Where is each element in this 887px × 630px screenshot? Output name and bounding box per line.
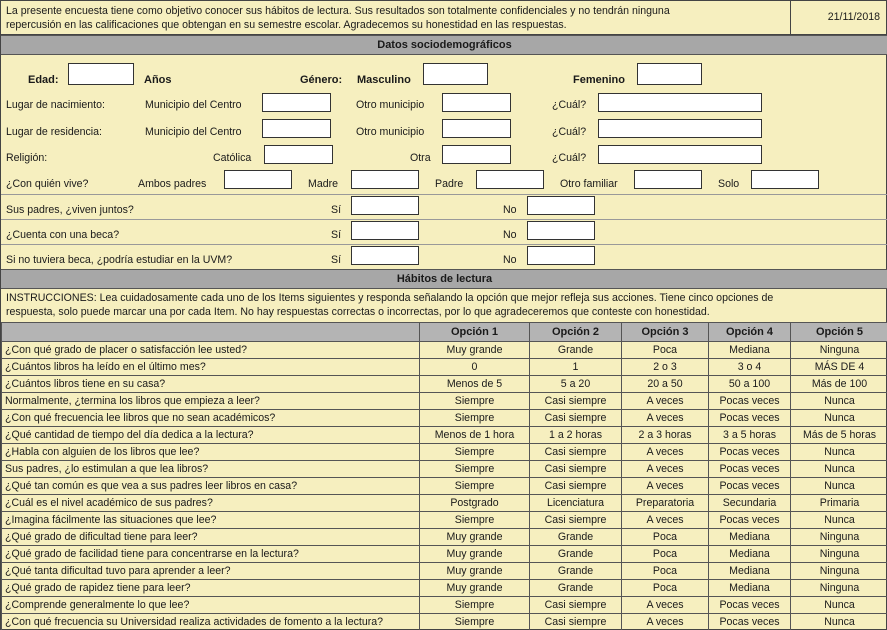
option-4-cell[interactable]: Mediana xyxy=(709,546,791,563)
religion-cual-label: ¿Cuál? xyxy=(552,152,587,164)
divider xyxy=(1,219,887,220)
sociodemo-section-title: Datos sociodemográficos xyxy=(1,35,887,55)
table-row xyxy=(2,444,887,461)
no-scholarship-si-checkbox[interactable] xyxy=(351,246,419,265)
table-row xyxy=(2,478,887,495)
header-question-column xyxy=(2,323,420,342)
option-5-cell[interactable]: Nunca xyxy=(791,444,887,461)
option-5-cell[interactable]: MÁS DE 4 xyxy=(791,359,887,376)
option-1-cell[interactable]: Siempre xyxy=(420,393,530,410)
option-1-cell[interactable]: Siempre xyxy=(420,478,530,495)
female-checkbox[interactable] xyxy=(637,63,702,85)
option-4-cell[interactable]: 50 a 100 xyxy=(709,376,791,393)
option-1-cell[interactable]: Muy grande xyxy=(420,546,530,563)
option-2-cell[interactable]: Casi siempre xyxy=(530,393,622,410)
table-row xyxy=(2,376,887,393)
option-2-cell[interactable]: Grande xyxy=(530,563,622,580)
instructions xyxy=(1,289,887,322)
option-1-cell[interactable]: Siempre xyxy=(420,444,530,461)
option-1-cell[interactable]: Menos de 5 xyxy=(420,376,530,393)
option-4-cell[interactable]: Mediana xyxy=(709,563,791,580)
table-row xyxy=(2,614,887,630)
age-label: Edad: xyxy=(28,74,59,86)
option-3-cell[interactable]: Poca xyxy=(622,529,709,546)
question-cell: ¿Con qué frecuencia su Universidad realiza actividades de fomento a la lectura? xyxy=(2,614,420,630)
table-row xyxy=(2,342,887,359)
otro-familiar-checkbox[interactable] xyxy=(634,170,702,189)
option-2-cell[interactable]: 1 xyxy=(530,359,622,376)
option-3-cell[interactable]: Poca xyxy=(622,342,709,359)
padre-label: Padre xyxy=(435,178,464,190)
birthplace-otro-checkbox[interactable] xyxy=(442,93,511,112)
solo-checkbox[interactable] xyxy=(751,170,819,189)
option-5-cell[interactable]: Ninguna xyxy=(791,546,887,563)
option-3-cell[interactable]: A veces xyxy=(622,410,709,427)
option-2-cell[interactable]: 1 a 2 horas xyxy=(530,427,622,444)
option-1-cell[interactable]: Muy grande xyxy=(420,342,530,359)
option-4-cell[interactable]: Mediana xyxy=(709,580,791,597)
option-2-cell[interactable]: Licenciatura xyxy=(530,495,622,512)
table-row xyxy=(2,580,887,597)
option-4-cell[interactable]: Mediana xyxy=(709,529,791,546)
parents-together-no-label: No xyxy=(503,204,517,216)
option-5-cell[interactable]: Nunca xyxy=(791,393,887,410)
header-option-2: Opción 2 xyxy=(530,323,622,342)
intro-line-2: repercusión en las calificaciones que obtengan en su semestre escolar. Agradecemos su honestidad en las respuestas. xyxy=(6,19,567,31)
option-5-cell[interactable]: Ninguna xyxy=(791,580,887,597)
option-2-cell[interactable]: Casi siempre xyxy=(530,478,622,495)
option-5-cell[interactable]: Nunca xyxy=(791,614,887,630)
option-2-cell[interactable]: Casi siempre xyxy=(530,597,622,614)
option-5-cell[interactable]: Nunca xyxy=(791,597,887,614)
question-cell: ¿Cuántos libros tiene en su casa? xyxy=(2,376,420,393)
otro-familiar-label: Otro familiar xyxy=(560,178,618,190)
religion-otra-label: Otra xyxy=(410,152,431,164)
option-3-cell[interactable]: A veces xyxy=(622,444,709,461)
residence-label: Lugar de residencia: xyxy=(6,126,102,138)
table-row xyxy=(2,597,887,614)
option-4-cell[interactable]: Pocas veces xyxy=(709,614,791,630)
question-cell: ¿Cuál es el nivel académico de sus padres? xyxy=(2,495,420,512)
option-3-cell[interactable]: Poca xyxy=(622,546,709,563)
option-3-cell[interactable]: 2 a 3 horas xyxy=(622,427,709,444)
option-3-cell[interactable]: A veces xyxy=(622,461,709,478)
option-4-cell[interactable]: Pocas veces xyxy=(709,410,791,427)
option-2-cell[interactable]: Grande xyxy=(530,529,622,546)
years-label: Años xyxy=(144,74,172,86)
residence-centro-label: Municipio del Centro xyxy=(145,126,242,138)
option-5-cell[interactable]: Primaria xyxy=(791,495,887,512)
residence-centro-checkbox[interactable] xyxy=(262,119,331,138)
option-2-cell[interactable]: Casi siempre xyxy=(530,614,622,630)
intro-line-1: La presente encuesta tiene como objetivo conocer sus hábitos de lectura. Sus resultados son totalmente confidenciales y no tendrán ninguna xyxy=(6,5,670,17)
option-3-cell[interactable]: A veces xyxy=(622,393,709,410)
option-2-cell[interactable]: Casi siempre xyxy=(530,444,622,461)
option-4-cell[interactable]: Pocas veces xyxy=(709,512,791,529)
option-5-cell[interactable]: Nunca xyxy=(791,478,887,495)
table-row xyxy=(2,427,887,444)
option-2-cell[interactable]: Casi siempre xyxy=(530,410,622,427)
question-cell: ¿Qué cantidad de tiempo del día dedica a la lectura? xyxy=(2,427,420,444)
no-scholarship-si-label: Sí xyxy=(331,254,342,266)
question-cell: ¿Imagina fácilmente las situaciones que lee? xyxy=(2,512,420,529)
table-row xyxy=(2,546,887,563)
scholarship-si-checkbox[interactable] xyxy=(351,221,419,240)
header-option-1: Opción 1 xyxy=(420,323,530,342)
question-cell: ¿Qué grado de rapidez tiene para leer? xyxy=(2,580,420,597)
ambos-padres-label: Ambos padres xyxy=(138,178,207,190)
option-5-cell[interactable]: Ninguna xyxy=(791,563,887,580)
option-5-cell[interactable]: Nunca xyxy=(791,512,887,529)
madre-label: Madre xyxy=(308,178,339,190)
header-option-5: Opción 5 xyxy=(791,323,887,342)
option-2-cell[interactable]: Grande xyxy=(530,546,622,563)
religion-otra-checkbox[interactable] xyxy=(442,145,511,164)
question-cell: ¿Comprende generalmente lo que lee? xyxy=(2,597,420,614)
parents-together-no-checkbox[interactable] xyxy=(527,196,595,215)
question-cell: ¿Qué tan común es que vea a sus padres leer libros en casa? xyxy=(2,478,420,495)
female-label: Femenino xyxy=(573,74,625,86)
option-5-cell[interactable]: Más de 5 horas xyxy=(791,427,887,444)
parents-together-label: Sus padres, ¿viven juntos? xyxy=(6,204,134,216)
question-cell: ¿Qué grado de facilidad tiene para concentrarse en la lectura? xyxy=(2,546,420,563)
male-checkbox[interactable] xyxy=(423,63,488,85)
ambos-padres-checkbox[interactable] xyxy=(224,170,292,189)
divider xyxy=(1,244,887,245)
religion-catolica-label: Católica xyxy=(213,152,252,164)
option-3-cell[interactable]: A veces xyxy=(622,614,709,630)
habits-section-title: Hábitos de lectura xyxy=(1,269,887,289)
option-4-cell[interactable]: Pocas veces xyxy=(709,444,791,461)
table-header-row xyxy=(2,323,887,342)
residence-otro-label: Otro municipio xyxy=(356,126,425,138)
intro-text xyxy=(1,1,791,35)
option-1-cell[interactable]: Menos de 1 hora xyxy=(420,427,530,444)
option-1-cell[interactable]: 0 xyxy=(420,359,530,376)
option-3-cell[interactable]: Preparatoria xyxy=(622,495,709,512)
scholarship-no-checkbox[interactable] xyxy=(527,221,595,240)
gender-label: Género: xyxy=(300,74,343,86)
religion-cual-input[interactable] xyxy=(598,145,762,164)
instructions-line-1: INSTRUCCIONES: Lea cuidadosamente cada uno de los Items siguientes y responda señalando la opción que mejor refleja sus acciones. Tiene cinco opciones de xyxy=(6,292,774,304)
option-1-cell[interactable]: Siempre xyxy=(420,597,530,614)
option-3-cell[interactable]: 2 o 3 xyxy=(622,359,709,376)
option-4-cell[interactable]: Pocas veces xyxy=(709,478,791,495)
no-scholarship-label: Si no tuviera beca, ¿podría estudiar en la UVM? xyxy=(6,254,233,266)
parents-together-si-label: Sí xyxy=(331,204,342,216)
table-row xyxy=(2,410,887,427)
option-1-cell[interactable]: Siempre xyxy=(420,410,530,427)
option-1-cell[interactable]: Siempre xyxy=(420,461,530,478)
question-cell: Sus padres, ¿lo estimulan a que lea libros? xyxy=(2,461,420,478)
header-option-4: Opción 4 xyxy=(709,323,791,342)
option-2-cell[interactable]: Casi siempre xyxy=(530,461,622,478)
birthplace-label: Lugar de nacimiento: xyxy=(6,99,105,111)
option-2-cell[interactable]: Grande xyxy=(530,342,622,359)
option-4-cell[interactable]: Pocas veces xyxy=(709,597,791,614)
survey-date: 21/11/2018 xyxy=(791,1,887,35)
option-3-cell[interactable]: A veces xyxy=(622,597,709,614)
option-1-cell[interactable]: Siempre xyxy=(420,614,530,630)
question-cell: ¿Cuántos libros ha leído en el último mes? xyxy=(2,359,420,376)
option-3-cell[interactable]: 20 a 50 xyxy=(622,376,709,393)
table-row xyxy=(2,359,887,376)
option-3-cell[interactable]: Poca xyxy=(622,563,709,580)
option-4-cell[interactable]: 3 o 4 xyxy=(709,359,791,376)
option-1-cell[interactable]: Muy grande xyxy=(420,563,530,580)
option-1-cell[interactable]: Postgrado xyxy=(420,495,530,512)
residence-cual-input[interactable] xyxy=(598,119,762,138)
question-cell: ¿Qué tanta dificultad tuvo para aprender a leer? xyxy=(2,563,420,580)
scholarship-no-label: No xyxy=(503,229,517,241)
option-4-cell[interactable]: 3 a 5 horas xyxy=(709,427,791,444)
padre-checkbox[interactable] xyxy=(476,170,544,189)
residence-cual-label: ¿Cuál? xyxy=(552,126,587,138)
question-cell: Normalmente, ¿termina los libros que empieza a leer? xyxy=(2,393,420,410)
option-2-cell[interactable]: Grande xyxy=(530,580,622,597)
option-3-cell[interactable]: A veces xyxy=(622,512,709,529)
table-row xyxy=(2,563,887,580)
option-1-cell[interactable]: Siempre xyxy=(420,512,530,529)
option-5-cell[interactable]: Nunca xyxy=(791,410,887,427)
option-4-cell[interactable]: Mediana xyxy=(709,342,791,359)
divider xyxy=(1,194,887,195)
residence-otro-checkbox[interactable] xyxy=(442,119,511,138)
male-label: Masculino xyxy=(357,74,411,86)
madre-checkbox[interactable] xyxy=(351,170,419,189)
header-option-3: Opción 3 xyxy=(622,323,709,342)
option-4-cell[interactable]: Pocas veces xyxy=(709,461,791,478)
option-2-cell[interactable]: 5 a 20 xyxy=(530,376,622,393)
option-5-cell[interactable]: Nunca xyxy=(791,461,887,478)
option-5-cell[interactable]: Ninguna xyxy=(791,529,887,546)
no-scholarship-no-label: No xyxy=(503,254,517,266)
question-cell: ¿Con qué frecuencia lee libros que no sean académicos? xyxy=(2,410,420,427)
option-4-cell[interactable]: Pocas veces xyxy=(709,393,791,410)
option-3-cell[interactable]: Poca xyxy=(622,580,709,597)
table-row xyxy=(2,512,887,529)
option-1-cell[interactable]: Muy grande xyxy=(420,529,530,546)
lives-with-label: ¿Con quién vive? xyxy=(6,178,89,190)
birthplace-otro-label: Otro municipio xyxy=(356,99,425,111)
option-3-cell[interactable]: A veces xyxy=(622,478,709,495)
option-1-cell[interactable]: Muy grande xyxy=(420,580,530,597)
option-4-cell[interactable]: Secundaria xyxy=(709,495,791,512)
parents-together-si-checkbox[interactable] xyxy=(351,196,419,215)
religion-catolica-checkbox[interactable] xyxy=(264,145,333,164)
question-cell: ¿Habla con alguien de los libros que lee? xyxy=(2,444,420,461)
table-row xyxy=(2,495,887,512)
religion-label: Religión: xyxy=(6,152,48,164)
scholarship-label: ¿Cuenta con una beca? xyxy=(6,229,120,241)
solo-label: Solo xyxy=(718,178,740,190)
instructions-line-2: respuesta, solo puede marcar una por cada Item. No hay respuestas correctas o incorrectas, por lo que agradeceremos que conteste con honestidad. xyxy=(6,306,710,318)
question-cell: ¿Qué grado de dificultad tiene para leer? xyxy=(2,529,420,546)
option-2-cell[interactable]: Casi siempre xyxy=(530,512,622,529)
birthplace-centro-checkbox[interactable] xyxy=(262,93,331,112)
no-scholarship-no-checkbox[interactable] xyxy=(527,246,595,265)
table-row xyxy=(2,461,887,478)
birthplace-centro-label: Municipio del Centro xyxy=(145,99,242,111)
birthplace-cual-label: ¿Cuál? xyxy=(552,99,587,111)
question-cell: ¿Con qué grado de placer o satisfacción lee usted? xyxy=(2,342,420,359)
scholarship-si-label: Sí xyxy=(331,229,342,241)
table-row xyxy=(2,393,887,410)
option-5-cell[interactable]: Ninguna xyxy=(791,342,887,359)
age-input[interactable] xyxy=(68,63,134,85)
table-row xyxy=(2,529,887,546)
habits-table xyxy=(1,322,887,630)
option-5-cell[interactable]: Más de 100 xyxy=(791,376,887,393)
birthplace-cual-input[interactable] xyxy=(598,93,762,112)
